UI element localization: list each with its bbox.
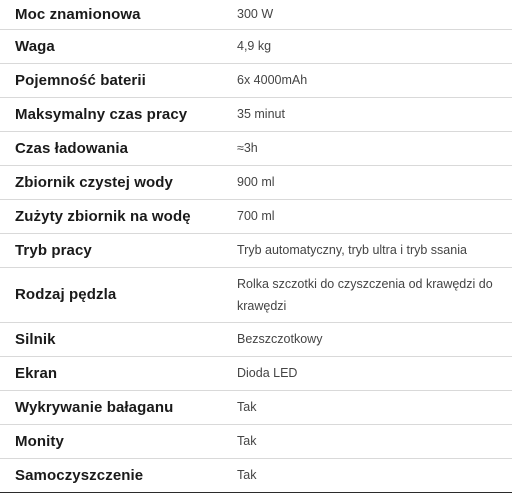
spec-label: Tryb pracy <box>15 241 92 259</box>
spec-value: Bezszczotkowy <box>237 332 323 346</box>
spec-label: Samoczyszczenie <box>15 466 144 484</box>
spec-value: 300 W <box>237 7 274 22</box>
spec-value: 700 ml <box>237 209 275 223</box>
spec-label: Pojemność baterii <box>15 71 146 89</box>
spec-value: Tak <box>237 400 257 414</box>
table-row <box>0 424 512 458</box>
spec-value: Tryb automatyczny, tryb ultra i tryb ssania <box>237 243 467 257</box>
spec-label: Czas ładowania <box>15 139 129 157</box>
table-row <box>0 63 512 97</box>
spec-value: 35 minut <box>237 107 285 121</box>
spec-value: Tak <box>237 468 257 482</box>
table-row <box>0 165 512 199</box>
table-row <box>0 97 512 131</box>
table-row <box>0 233 512 267</box>
spec-label: Zużyty zbiornik na wodę <box>15 207 191 225</box>
table-row <box>0 199 512 233</box>
spec-label: Waga <box>15 37 55 55</box>
spec-value: 6x 4000mAh <box>237 73 308 87</box>
spec-value: Tak <box>237 434 257 448</box>
table-row <box>0 131 512 165</box>
table-row <box>0 322 512 356</box>
spec-label: Monity <box>15 432 64 450</box>
spec-label: Maksymalny czas pracy <box>15 105 188 123</box>
spec-label: Wykrywanie bałaganu <box>15 398 174 416</box>
spec-label: Zbiornik czystej wody <box>15 173 173 191</box>
spec-value: ≈3h <box>237 141 258 155</box>
spec-value: 900 ml <box>237 175 275 189</box>
spec-label: Moc znamionowa <box>15 5 141 23</box>
table-row <box>0 0 512 29</box>
spec-label: Silnik <box>15 330 56 348</box>
spec-label: Rodzaj pędzla <box>15 286 117 303</box>
spec-label: Ekran <box>15 364 58 382</box>
spec-value: Rolka szczotki do czyszczenia od krawędzi do krawędzi <box>237 276 493 313</box>
table-row <box>0 267 512 322</box>
table-row <box>0 356 512 390</box>
spec-value: Dioda LED <box>237 366 298 380</box>
spec-value: 4,9 kg <box>237 39 272 53</box>
table-row <box>0 29 512 63</box>
table-row <box>0 390 512 424</box>
table-row <box>0 458 512 492</box>
